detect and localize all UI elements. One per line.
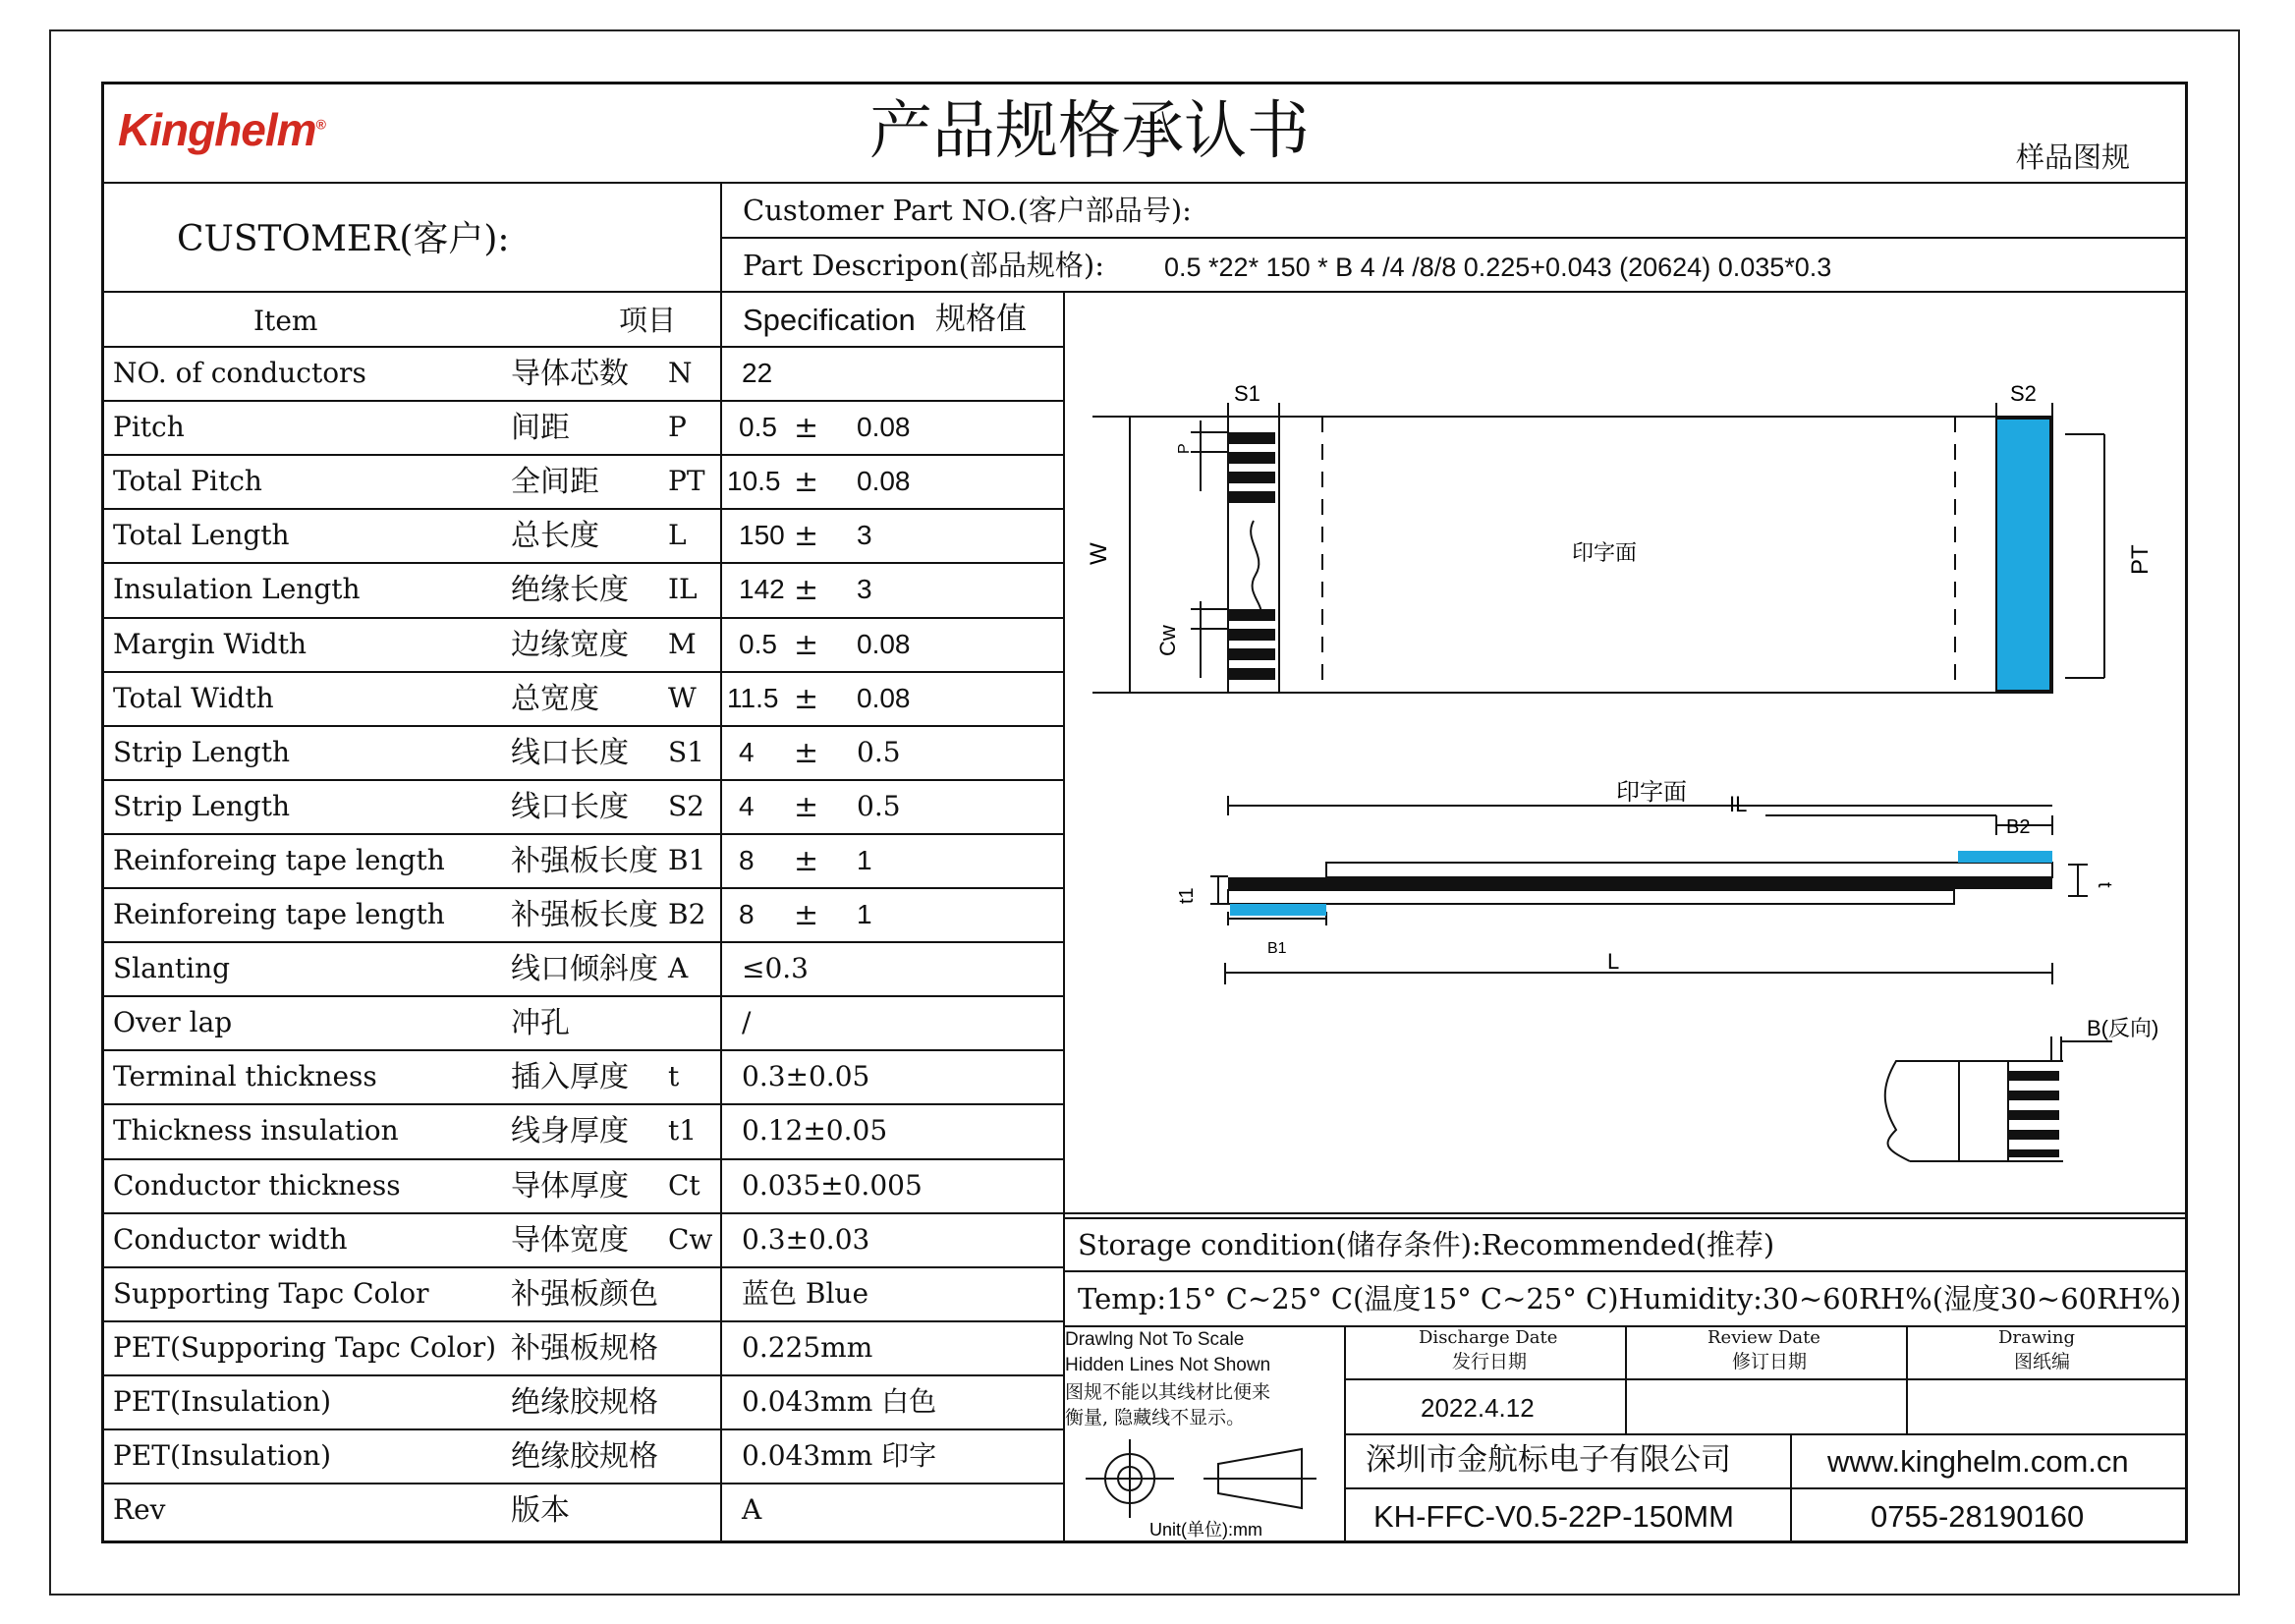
spec-row-item: Pitch — [113, 411, 185, 443]
item-header: Item — [253, 305, 318, 337]
spec-row-value: 4 — [739, 737, 755, 767]
spec-row-symbol: t — [668, 1060, 680, 1092]
spec-row-tolerance: 0.08 — [857, 412, 911, 442]
spec-row-value: 4 — [739, 791, 755, 821]
spec-row-value: 8 — [739, 899, 755, 929]
note-hidden-lines: Hidden Lines Not Shown — [1065, 1355, 1271, 1375]
spec-row-value: 8 — [739, 845, 755, 875]
b2-label: B2 — [2006, 816, 2031, 838]
spec-cn-header: 规格值 — [935, 302, 1027, 337]
spec-row-value: 11.5 — [727, 683, 779, 713]
s2-label: S2 — [2010, 381, 2037, 406]
kinghelm-logo: Kinghelm® — [118, 104, 325, 155]
spec-row-tolerance: 0.5 — [857, 736, 901, 768]
spec-row-symbol: N — [668, 357, 693, 389]
spec-row-symbol: M — [668, 628, 697, 660]
review-date-label: Review Date — [1707, 1327, 1820, 1348]
spec-row-value: 0.035±0.005 — [742, 1169, 923, 1202]
plus-minus-glyph: ± — [794, 898, 819, 932]
spec-row-item-cn: 导体宽度 — [511, 1223, 629, 1258]
s1-label: S1 — [1234, 381, 1260, 406]
spec-header: Specification — [743, 303, 916, 337]
plus-minus-glyph: ± — [794, 682, 819, 716]
spec-row-item: PET(Supporing Tapc Color) — [113, 1331, 497, 1364]
note-cn-1: 图规不能以其线材比便来 — [1065, 1381, 1271, 1403]
drawing-cn: 图纸编 — [2014, 1351, 2071, 1372]
plus-minus-glyph: ± — [794, 573, 819, 607]
customer-part-no-label: Customer Part NO.(客户部品号): — [743, 194, 1192, 227]
company-phone: 0755-28190160 — [1871, 1499, 2085, 1534]
spec-row-symbol: t1 — [668, 1114, 698, 1147]
spec-row-value: 142 — [739, 574, 785, 604]
spec-row-item-cn: 冲孔 — [511, 1006, 570, 1040]
part-code: KH-FFC-V0.5-22P-150MM — [1373, 1499, 1734, 1534]
spec-row-item: Total Pitch — [113, 465, 262, 497]
spec-row-item-cn: 线口长度 — [511, 736, 629, 770]
plus-minus-glyph: ± — [794, 736, 819, 770]
spec-row-item: Conductor width — [113, 1223, 348, 1256]
corner-label: 样品图规 — [2016, 140, 2131, 174]
l-label: L — [1607, 949, 1620, 974]
spec-row-item-cn: 线身厚度 — [511, 1114, 629, 1148]
t1-label: t1 — [1176, 887, 1198, 904]
spec-row-symbol: Ct — [668, 1169, 700, 1202]
b-reverse-label: B(反向) — [2087, 1016, 2159, 1040]
spec-row-item-cn: 全间距 — [511, 465, 599, 499]
customer-label: CUSTOMER(客户): — [177, 219, 510, 259]
part-description-value: 0.5 *22* 150 * B 4 /4 /8/8 0.225+0.043 (20624) 0.035*0.3 — [1164, 252, 1832, 282]
spec-row-item: Terminal thickness — [113, 1060, 377, 1092]
spec-row-symbol: S2 — [668, 790, 704, 822]
plus-minus-glyph: ± — [794, 519, 819, 553]
spec-row-item-cn: 总宽度 — [511, 682, 599, 716]
note-cn-2: 衡量, 隐藏线不显示。 — [1065, 1407, 1246, 1428]
spec-row-item-cn: 线口倾斜度 — [511, 952, 658, 986]
page-title: 产品规格承认书 — [869, 95, 1310, 168]
spec-row-item-cn: 绝缘长度 — [511, 573, 629, 607]
spec-row-item: Strip Length — [113, 736, 291, 768]
review-date-cn: 修订日期 — [1732, 1351, 1808, 1372]
drawing-label: Drawing — [1998, 1327, 2076, 1348]
spec-row-symbol: W — [668, 682, 697, 714]
spec-row-item-cn: 补强板规格 — [511, 1331, 658, 1366]
spec-row-item: Rev — [113, 1493, 166, 1526]
spec-row-value: 10.5 — [727, 466, 781, 496]
spec-row-item: PET(Insulation) — [113, 1385, 332, 1418]
spec-row-value: A — [742, 1493, 762, 1526]
spec-row-value: 0.5 — [739, 412, 777, 442]
note-not-to-scale: Drawlng Not To Scale — [1065, 1329, 1245, 1350]
spec-row-value: 0.5 — [739, 629, 777, 659]
cw-label: Cw — [1155, 625, 1180, 656]
spec-row-symbol: L — [668, 519, 687, 551]
spec-row-tolerance: 0.08 — [857, 683, 911, 713]
t-label: t — [2094, 882, 2115, 888]
spec-row-symbol: Cw — [668, 1223, 713, 1256]
spec-row-item: Supporting Tapc Color — [113, 1277, 429, 1310]
spec-row-tolerance: 0.08 — [857, 629, 911, 659]
spec-row-item: Slanting — [113, 952, 231, 984]
plus-minus-glyph: ± — [794, 465, 819, 499]
plus-minus-glyph: ± — [794, 411, 819, 445]
spec-row-item-cn: 补强板长度 — [511, 844, 658, 878]
spec-row-tolerance: 0.08 — [857, 466, 911, 496]
spec-row-value: 蓝色 Blue — [742, 1277, 869, 1310]
storage-temp-humidity: Temp:15° C~25° C(温度15° C~25° C)Humidity:30~60RH%(湿度30~60RH%) — [1078, 1282, 2182, 1316]
spec-row-item-cn: 补强板颜色 — [511, 1277, 658, 1312]
spec-row-tolerance: 1 — [857, 845, 872, 875]
print-face-label-2: 印字面 — [1616, 779, 1687, 806]
spec-row-value: 0.225mm — [742, 1331, 873, 1364]
spec-row-symbol: IL — [668, 573, 698, 605]
spec-row-item: Reinforeing tape length — [113, 898, 445, 930]
spec-row-item-cn: 总长度 — [511, 519, 599, 553]
spec-row-item: Thickness insulation — [113, 1114, 399, 1147]
company-website: www.kinghelm.com.cn — [1827, 1444, 2129, 1479]
spec-row-item-cn: 绝缘胶规格 — [511, 1439, 658, 1474]
plus-minus-glyph: ± — [794, 790, 819, 824]
il-label: IL — [1729, 792, 1748, 816]
discharge-date-value: 2022.4.12 — [1421, 1393, 1535, 1423]
spec-row-item: Margin Width — [113, 628, 308, 660]
spec-row-value: 0.12±0.05 — [742, 1114, 888, 1147]
spec-row-item-cn: 版本 — [511, 1493, 570, 1528]
spec-row-value: 0.043mm 印字 — [742, 1439, 937, 1472]
plus-minus-glyph: ± — [794, 844, 819, 878]
spec-row-tolerance: 0.5 — [857, 790, 901, 822]
spec-row-item: Over lap — [113, 1006, 233, 1038]
spec-row-symbol: B1 — [668, 844, 706, 876]
spec-row-item: Conductor thickness — [113, 1169, 401, 1202]
spec-row-item-cn: 绝缘胶规格 — [511, 1385, 658, 1420]
spec-row-tolerance: 3 — [857, 574, 872, 604]
spec-row-item: Total Width — [113, 682, 274, 714]
spec-row-item-cn: 补强板长度 — [511, 898, 658, 932]
p-label: P — [1176, 443, 1193, 454]
pt-label: PT — [2127, 544, 2154, 575]
print-face-label: 印字面 — [1572, 540, 1638, 565]
b1-label: B1 — [1267, 940, 1287, 957]
spec-row-item-cn: 线口长度 — [511, 790, 629, 824]
spec-row-item-cn: 导体芯数 — [511, 357, 629, 391]
spec-row-item: Total Length — [113, 519, 290, 551]
discharge-date-label: Discharge Date — [1419, 1327, 1558, 1348]
plus-minus-glyph: ± — [794, 628, 819, 662]
spec-row-item-cn: 插入厚度 — [511, 1060, 629, 1094]
spec-row-symbol: A — [668, 952, 689, 984]
spec-row-item-cn: 导体厚度 — [511, 1169, 629, 1204]
discharge-date-cn: 发行日期 — [1452, 1351, 1528, 1372]
spec-row-tolerance: 3 — [857, 520, 872, 550]
company-name: 深圳市金航标电子有限公司 — [1366, 1442, 1731, 1478]
spec-row-value: 150 — [739, 520, 785, 550]
spec-row-symbol: S1 — [668, 736, 704, 768]
part-description-label: Part Descripon(部品规格): — [743, 249, 1105, 282]
spec-row-symbol: B2 — [668, 898, 706, 930]
storage-condition: Storage condition(储存条件):Recommended(推荐) — [1078, 1228, 1775, 1261]
spec-row-item-cn: 边缘宽度 — [511, 628, 629, 662]
spec-row-item: Strip Length — [113, 790, 291, 822]
spec-row-symbol: P — [668, 411, 687, 443]
spec-row-item-cn: 间距 — [511, 411, 570, 445]
spec-row-symbol: PT — [668, 465, 705, 497]
spec-row-value: 22 — [742, 358, 773, 388]
projection-symbol — [1086, 1439, 1316, 1518]
spec-row-item: Reinforeing tape length — [113, 844, 445, 876]
spec-row-value: / — [742, 1006, 752, 1038]
w-label: W — [1086, 542, 1112, 565]
unit-label: Unit(单位):mm — [1149, 1520, 1262, 1540]
item-cn-header: 项目 — [619, 304, 677, 337]
spec-row-tolerance: 1 — [857, 899, 872, 929]
spec-row-value: ≤0.3 — [742, 952, 809, 984]
spec-row-item: Insulation Length — [113, 573, 361, 605]
spec-row-item: NO. of conductors — [113, 357, 366, 389]
spec-row-value: 0.043mm 白色 — [742, 1385, 937, 1418]
spec-row-value: 0.3±0.05 — [742, 1060, 870, 1092]
spec-row-value: 0.3±0.03 — [742, 1223, 870, 1256]
spec-row-item: PET(Insulation) — [113, 1439, 332, 1472]
